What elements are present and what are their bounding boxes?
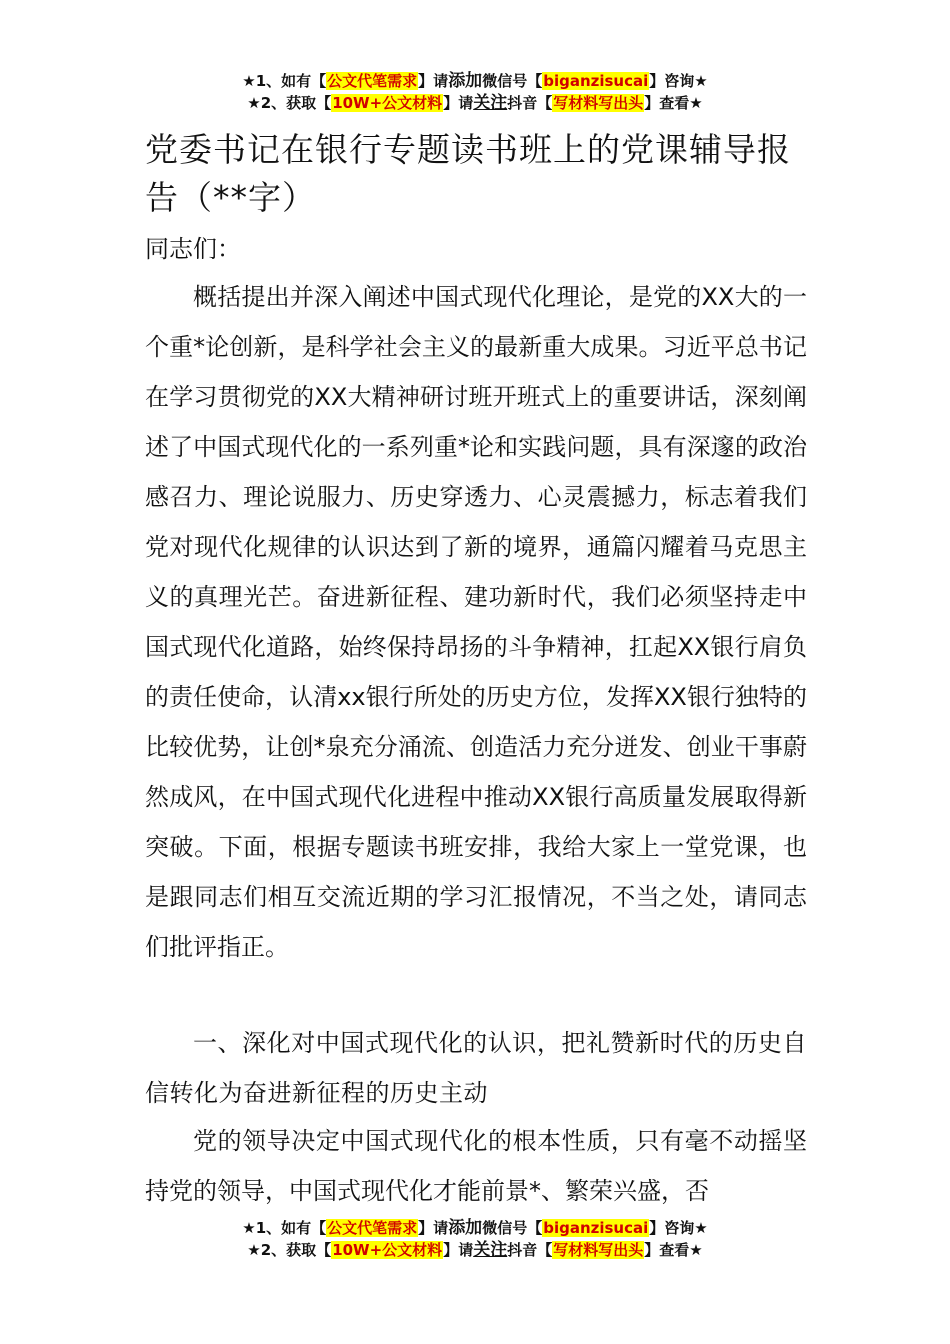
- promo-line-2: ★2、获取【10W+公文材料】请关注抖音【写材料写出头】查看★: [247, 1240, 703, 1260]
- section-heading-1: 一、深化对中国式现代化的认识，把礼赞新时代的历史自信转化为奋进新征程的历史主动: [145, 1029, 807, 1107]
- greeting: 同志们：: [145, 235, 241, 263]
- promo-banner-top: [0, 70, 950, 114]
- promo-highlight-materials: 10W+公文材料: [332, 1241, 443, 1259]
- promo-highlight-materials: 10W+公文材料: [332, 94, 443, 112]
- document-title: 党委书记在银行专题读书班上的党课辅导报告（**字）: [145, 130, 791, 217]
- promo-highlight-service: 公文代笔需求: [327, 72, 418, 90]
- promo-banner-bottom: [0, 1217, 950, 1261]
- promo-line-2: ★2、获取【10W+公文材料】请关注抖音【写材料写出头】查看★: [247, 93, 703, 113]
- body-paragraph-1: 概括提出并深入阐述中国式现代化理论，是党的XX大的一个重*论创新，是科学社会主义的最新重大成果。习近平总书记在学习贯彻党的XX大精神研讨班开班式上的重要讲话，深刻阐述了中国式现代化的一系列重*论和实践问题，具有深邃的政治感召力、理论说服力、历史穿透力、心灵震撼力，标志着我们党对现代化规律的认识达到了新的境界，通篇闪耀着马克思主义的真理光芒。奋进新征程、建功新时代，我们必须坚持走中国式现代化道路，始终保持昂扬的斗争精神，扛起XX银行肩负的责任使命，认清xx银行所处的历史方位，发挥XX银行独特的比较优势，让创*泉充分涌流、创造活力充分迸发、创业干事蔚然成风，在中国式现代化进程中推动XX银行高质量发展取得新突破。下面，根据专题读书班安排，我给大家上一堂党课，也是跟同志们相互交流近期的学习汇报情况，不当之处，请同志们批评指正。: [145, 283, 807, 961]
- promo-highlight-wechat-id: biganzisucai: [543, 1219, 649, 1237]
- promo-highlight-wechat-id: biganzisucai: [543, 72, 649, 90]
- promo-line-1: ★1、如有【公文代笔需求】请添加微信号【biganzisucai】咨询★: [242, 71, 708, 91]
- promo-highlight-douyin: 写材料写出头: [553, 1241, 644, 1259]
- promo-highlight-service: 公文代笔需求: [327, 1219, 418, 1237]
- promo-highlight-douyin: 写材料写出头: [553, 94, 644, 112]
- promo-line-1: ★1、如有【公文代笔需求】请添加微信号【biganzisucai】咨询★: [242, 1218, 708, 1238]
- body-paragraph-2: 党的领导决定中国式现代化的根本性质，只有毫不动摇坚持党的领导，中国式现代化才能前景*、繁荣兴盛，否: [145, 1127, 807, 1205]
